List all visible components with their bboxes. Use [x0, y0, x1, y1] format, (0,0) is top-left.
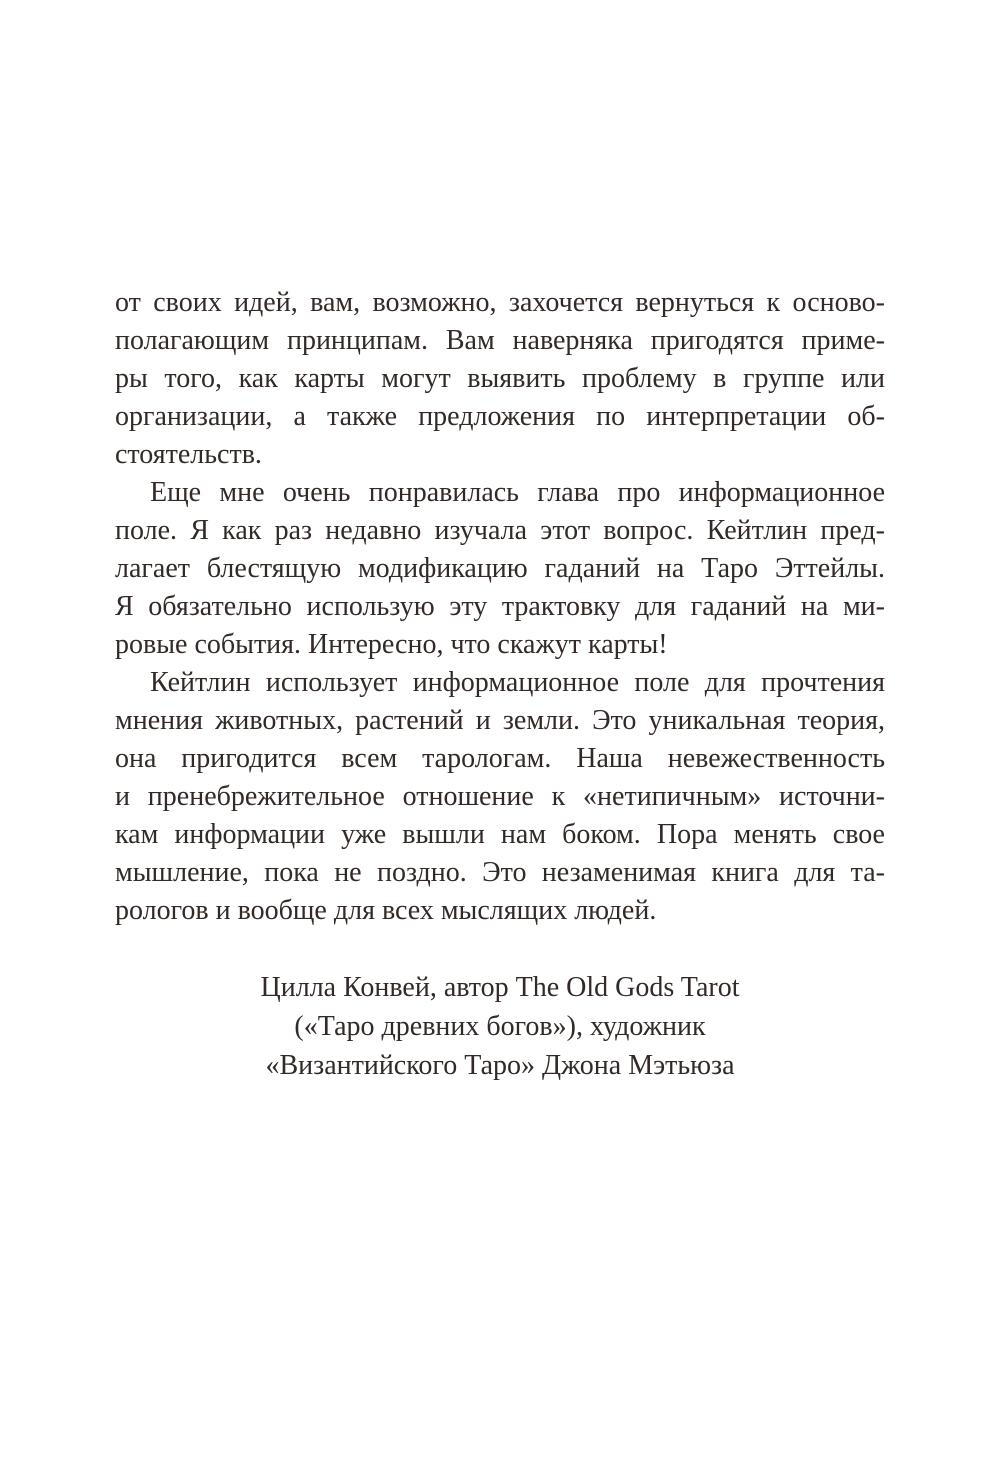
text-line: лагает блестящую модификацию гаданий на Таро Эттейлы. — [115, 553, 885, 584]
text-line: она пригодится всем тарологам. Наша невежественность — [115, 743, 885, 774]
review-paragraphs — [115, 284, 885, 930]
text-line: стоятельств. — [115, 439, 262, 470]
text-line: ры того, как карты могут выявить проблему в группе или — [115, 363, 885, 394]
text-line: мнения животных, растений и земли. Это уникальная теория, — [115, 705, 885, 736]
text-line: Кейтлин использует информационное поле для прочтения — [150, 667, 885, 698]
text-line: Я обязательно использую эту трактовку для гаданий на ми- — [115, 591, 885, 622]
text-line: и пренебрежительное отношение к «нетипичным» источни- — [115, 781, 885, 812]
attribution-line: Цилла Конвей, автор The Old Gods Tarot — [260, 972, 740, 1003]
attribution-line: («Таро древних богов»), художник — [294, 1011, 706, 1042]
text-block — [115, 284, 885, 1085]
text-line: кам информации уже вышли нам боком. Пора менять свое — [115, 819, 885, 850]
text-line: рологов и вообще для всех мыслящих людей. — [115, 895, 657, 926]
text-line: поле. Я как раз недавно изучала этот вопрос. Кейтлин пред- — [115, 515, 885, 546]
attribution-block — [115, 968, 885, 1085]
attribution-line: «Византийского Таро» Джона Мэтьюза — [265, 1050, 735, 1081]
text-line: мышление, пока не поздно. Это незаменимая книга для та- — [115, 857, 885, 888]
text-line: Еще мне очень понравилась глава про информационное — [150, 477, 885, 508]
text-line: полагающим принципам. Вам наверняка пригодятся приме- — [115, 325, 885, 356]
text-line: организации, а также предложения по интерпретации об- — [115, 401, 885, 432]
text-line: ровые события. Интересно, что скажут карты! — [115, 629, 668, 660]
text-line: от своих идей, вам, возможно, захочется вернуться к осново- — [115, 287, 885, 318]
